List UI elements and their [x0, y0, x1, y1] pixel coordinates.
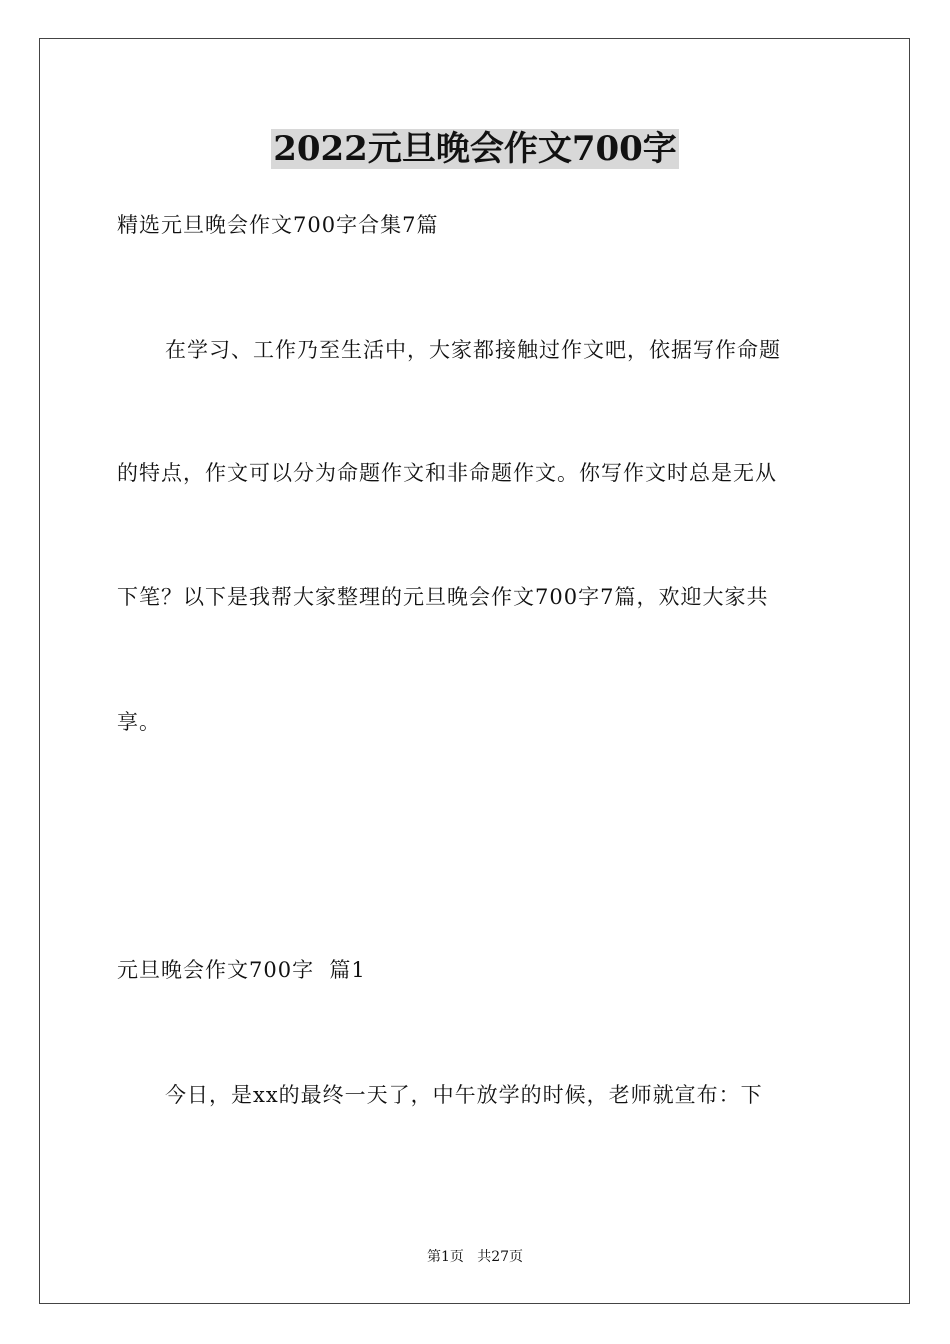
document-title-text: 2022元旦晚会作文700字 [273, 129, 677, 169]
document-subtitle: 精选元旦晚会作文700字合集7篇 [117, 213, 439, 237]
page-footer [0, 1247, 950, 1267]
intro-line-4: 享。 [117, 710, 161, 734]
section-paragraph-line: 今日，是xx的最终一天了，中午放学的时候，老师就宣布：下 [165, 1083, 763, 1107]
page-number-text: 第1页 共27页 [426, 1249, 524, 1265]
section-heading: 元旦晚会作文700字 篇1 [117, 958, 366, 982]
intro-line-3: 下笔？以下是我帮大家整理的元旦晚会作文700字7篇，欢迎大家共 [117, 585, 769, 609]
intro-line-1: 在学习、工作乃至生活中，大家都接触过作文吧，依据写作命题 [165, 338, 781, 362]
intro-line-2: 的特点，作文可以分为命题作文和非命题作文。你写作文时总是无从 [117, 461, 777, 485]
document-title [0, 126, 950, 172]
